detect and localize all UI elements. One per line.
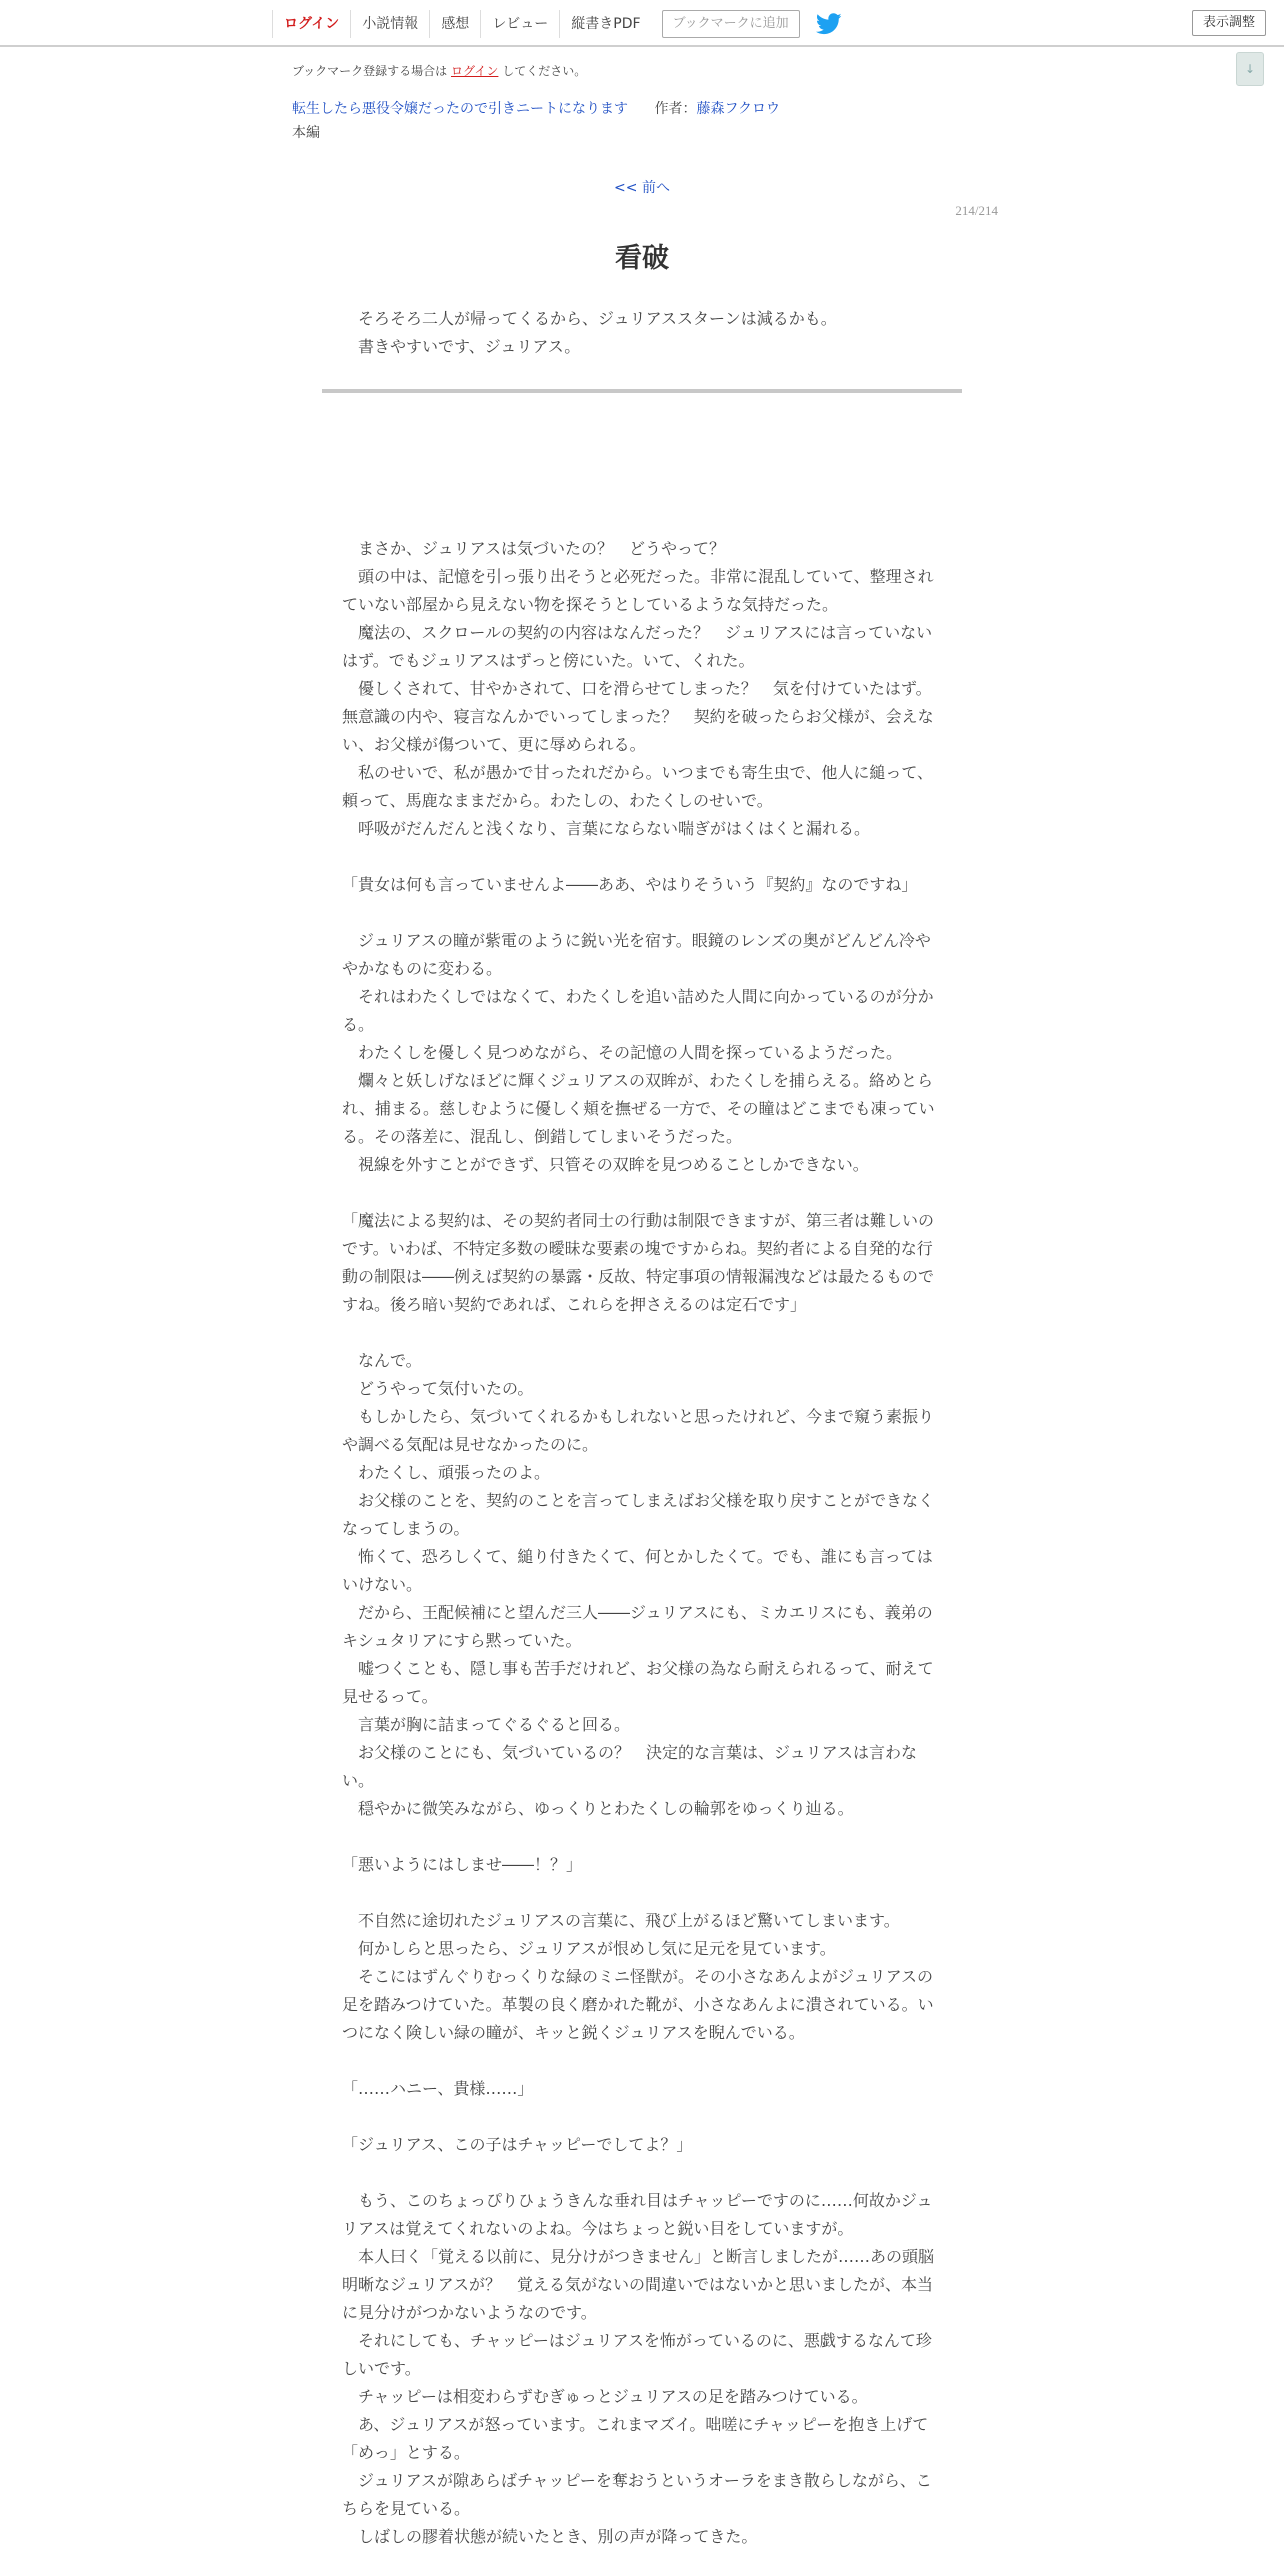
body-paragraph: 爛々と妖しげなほどに輝くジュリアスの双眸が、わたくしを捕らえる。絡めとられ、捕まる。慈しむように優しく頬を撫ぜる一方で、その瞳はどこまでも凍っている。その落差に、混乱し、倒錯してしまいそうだった。: [342, 1071, 935, 1146]
preface-divider: [322, 389, 962, 393]
body-paragraph: 私のせいで、私が愚かで甘ったれだから。いつまでも寄生虫で、他人に縋って、頼って、馬鹿なままだから。わたしの、わたくしのせいで。: [342, 763, 934, 810]
body-paragraph: チャッピーは相変わらずむぎゅっとジュリアスの足を踏みつけている。: [342, 2387, 868, 2406]
author-label: 作者：: [654, 101, 697, 117]
body-paragraph: [342, 899, 942, 927]
author-link[interactable]: 藤森フクロウ: [696, 101, 781, 117]
body-paragraph: お父様のことにも、気づいているの？ 決定的な言葉は、ジュリアスは言わない。: [342, 1743, 918, 1790]
chapter-name: 本編: [292, 125, 320, 141]
novel-title-link[interactable]: 転生したら悪役令嬢だったので引きニートになります: [292, 101, 628, 117]
nav-list: [272, 10, 842, 38]
body-paragraph: 視線を外すことができず、只管その双眸を見つめることしかできない。: [342, 1155, 869, 1174]
bookmark-notice-after: してください。: [502, 64, 587, 78]
body-paragraph: 頭の中は、記憶を引っ張り出そうと必死だった。非常に混乱していて、整理されていない部屋から見えない物を探そうとしているような気持だった。: [342, 567, 934, 614]
body-paragraph: 「魔法による契約は、その契約者同士の行動は制限できますが、第三者は難しいのです。いわば、不特定多数の曖昧な要素の塊ですからね。契約者による自発的な行動の制限は――例えば契約の暴露・反故、特定事項の情報漏洩などは最たるものですね。後ろ暗い契約であれば、これらを押さえるのは定石です」: [342, 1211, 935, 1314]
body-paragraph: しばしの膠着状態が続いたとき、別の声が降ってきた。: [342, 2527, 758, 2546]
body-paragraph: わたくしを優しく見つめながら、その記憶の人間を探っているようだった。: [342, 1043, 903, 1062]
body-paragraph: [342, 1823, 942, 1851]
body-paragraph: お父様のことを、契約のことを言ってしまえばお父様を取り戻すことができなくなってしまうの。: [342, 1491, 935, 1538]
body-paragraph: 何かしらと思ったら、ジュリアスが恨めし気に足元を見ています。: [342, 1939, 836, 1958]
page-count: 214/214: [955, 203, 998, 218]
body-paragraph: どうやって気付いたの。: [342, 1379, 534, 1398]
nav-novel-info[interactable]: 小説情報: [350, 10, 429, 38]
preface-line: 書きやすいです、ジュリアス。: [358, 337, 581, 356]
body-paragraph: 優しくされて、甘やかされて、口を滑らせてしまった？ 気を付けていたはず。無意識の内や、寝言なんかでいってしまった？ 契約を破ったらお父様が、会えない、お父様が傷ついて、更に辱められる。: [342, 679, 934, 754]
body-paragraph: わたくし、頑張ったのよ。: [342, 1463, 551, 1482]
body-paragraph: まさか、ジュリアスは気づいたの？ どうやって？: [342, 539, 726, 558]
body-paragraph: 魔法の、スクロールの契約の内容はなんだった？ ジュリアスには言っていないはず。でもジュリアスはずっと傍にいた。いて、くれた。: [342, 623, 933, 670]
body-paragraph: [342, 1879, 942, 1907]
body-paragraph: 嘘つくことも、隠し事も苦手だけれど、お父様の為なら耐えられるって、耐えて見せるって。: [342, 1659, 934, 1706]
nav-vertical-pdf[interactable]: 縦書きPDF: [559, 10, 651, 38]
preface-line: そろそろ二人が帰ってくるから、ジュリアススターンは減るかも。: [358, 309, 837, 328]
body-paragraph: ジュリアスの瞳が紫電のように鋭い光を宿す。眼鏡のレンズの奥がどんどん冷ややかなものに変わる。: [342, 931, 931, 978]
novel-header: [292, 98, 780, 118]
body-paragraph: 「貴女は何も言っていませんよ――ああ、やはりそういう『契約』なのですね」: [342, 875, 918, 894]
novel-body: [342, 535, 942, 2551]
bookmark-add-button[interactable]: ブックマークに追加: [662, 10, 800, 38]
nav-login[interactable]: ログイン: [272, 10, 350, 38]
bookmark-notice-login-link[interactable]: ログイン: [451, 64, 499, 78]
body-paragraph: それにしても、チャッピーはジュリアスを怖がっているのに、悪戯するなんて珍しいです。: [342, 2331, 932, 2378]
bookmark-notice: [292, 62, 586, 79]
nav-review[interactable]: レビュー: [480, 10, 559, 38]
scroll-down-tab[interactable]: ↓: [1236, 52, 1264, 86]
body-paragraph: 言葉が胸に詰まってぐるぐると回る。: [342, 1715, 631, 1734]
body-paragraph: もう、このちょっぴりひょうきんな垂れ目はチャッピーですのに……何故かジュリアスは覚えてくれないのよね。今はちょっと鋭い目をしていますが。: [342, 2191, 933, 2238]
body-paragraph: もしかしたら、気づいてくれるかもしれないと思ったけれど、今まで窺う素振りや調べる気配は見せなかったのに。: [342, 1407, 935, 1454]
top-nav: [0, 0, 1284, 47]
episode-title: 看破: [615, 243, 669, 274]
body-paragraph: 「ジュリアス、この子はチャッピーでしてよ？」: [342, 2135, 693, 2154]
body-paragraph: [342, 843, 942, 871]
body-paragraph: 呼吸がだんだんと浅くなり、言葉にならない喘ぎがはくはくと漏れる。: [342, 819, 871, 838]
body-paragraph: なんで。: [342, 1351, 422, 1370]
prev-page-link[interactable]: << 前へ: [614, 180, 670, 196]
nav-impressions[interactable]: 感想: [429, 10, 480, 38]
body-paragraph: 穏やかに微笑みながら、ゆっくりとわたくしの輪郭をゆっくり辿る。: [342, 1799, 854, 1818]
twitter-icon[interactable]: [816, 13, 842, 35]
body-paragraph: あ、ジュリアスが怒っています。これまマズイ。咄嗟にチャッピーを抱き上げて「めっ」とする。: [342, 2415, 929, 2462]
body-paragraph: [342, 1179, 942, 1207]
body-paragraph: [342, 2159, 942, 2187]
bookmark-notice-before: ブックマーク登録する場合は: [292, 64, 448, 78]
body-paragraph: [342, 2047, 942, 2075]
body-paragraph: 「悪いようにはしませ――！？」: [342, 1855, 583, 1874]
body-paragraph: [342, 1319, 942, 1347]
preface: [358, 305, 918, 361]
body-paragraph: 怖くて、恐ろしくて、縋り付きたくて、何とかしたくて。でも、誰にも言ってはいけない。: [342, 1547, 933, 1594]
body-paragraph: ジュリアスが隙あらばチャッピーを奪おうというオーラをまき散らしながら、こちらを見ている。: [342, 2471, 932, 2518]
body-paragraph: 不自然に途切れたジュリアスの言葉に、飛び上がるほど驚いてしまいます。: [342, 1911, 900, 1930]
body-paragraph: だから、王配候補にと望んだ三人――ジュリアスにも、ミカエリスにも、義弟のキシュタリアにすら黙っていた。: [342, 1603, 933, 1650]
display-settings-button[interactable]: 表示調整: [1192, 10, 1266, 36]
body-paragraph: それはわたくしではなくて、わたくしを追い詰めた人間に向かっているのが分かる。: [342, 987, 934, 1034]
body-paragraph: [342, 2103, 942, 2131]
body-paragraph: そこにはずんぐりむっくりな緑のミニ怪獣が。その小さなあんよがジュリアスの足を踏みつけていた。革製の良く磨かれた靴が、小さなあんよに潰されている。いつになく険しい緑の瞳が、キッと鋭くジュリアスを睨んでいる。: [342, 1967, 934, 2042]
body-paragraph: 本人曰く「覚える以前に、見分けがつきません」と断言しましたが……あの頭脳明晰なジュリアスが？ 覚える気がないの間違いではないかと思いましたが、本当に見分けがつかないようなのです。: [342, 2247, 935, 2322]
body-paragraph: 「……ハニー、貴様……」: [342, 2079, 534, 2098]
